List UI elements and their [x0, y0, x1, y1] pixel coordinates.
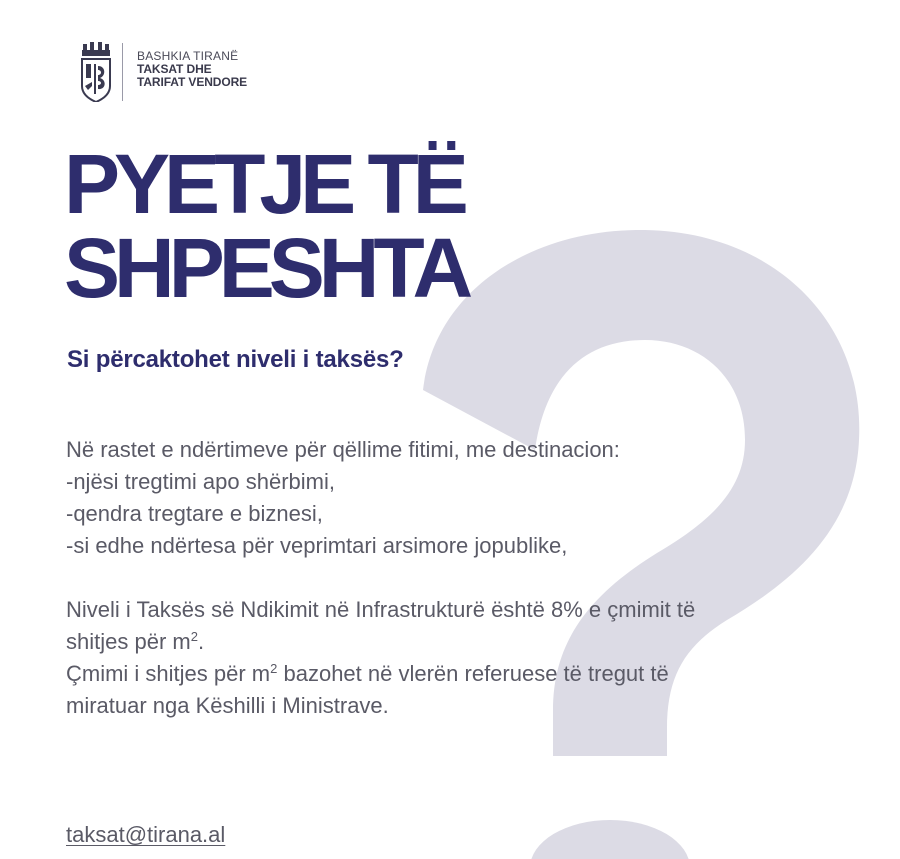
contact-email-link[interactable]: taksat@tirana.al [66, 822, 226, 847]
square-superscript: 2 [270, 661, 278, 676]
logo-text [137, 42, 247, 89]
page-title [64, 137, 468, 315]
answer-list-item: -qendra tregtare e biznesi, [66, 501, 323, 526]
rate-line-2-text: shitjes për m [66, 629, 191, 654]
faq-question: Si përcaktohet niveli i taksës? [67, 346, 404, 373]
logo-line-tariffs: TARIFAT VENDORE [137, 75, 248, 89]
answer-intro: Në rastet e ndërtimeve për qëllime fitimi, me destinacion: [66, 437, 620, 462]
tirana-coat-of-arms-icon [80, 42, 112, 102]
paragraph-gap [66, 562, 866, 594]
price-line-1-text: Çmimi i shitjes për m [66, 661, 271, 686]
answer-price-line-1 [66, 658, 866, 690]
answer-list-item: -si edhe ndërtesa për veprimtari arsimore jopublike, [66, 533, 568, 558]
title-line-1: PYETJE TË [64, 137, 463, 231]
faq-answer [66, 434, 866, 722]
answer-rate-line-1: Niveli i Taksës së Ndikimit në Infrastrukturë është 8% e çmimit të [66, 597, 696, 622]
logo-line-municipality: BASHKIA TIRANË [137, 49, 239, 63]
price-line-1-end: bazohet në vlerën referuese të tregut të [277, 661, 669, 686]
answer-price-line-2: miratuar nga Këshilli i Ministrave. [66, 693, 389, 718]
square-superscript: 2 [190, 629, 198, 644]
rate-line-2-end: . [197, 629, 205, 654]
title-line-2: SHPESHTA [64, 221, 468, 315]
logo [80, 42, 247, 102]
answer-list-item: -njësi tregtimi apo shërbimi, [66, 469, 335, 494]
logo-divider [122, 43, 123, 101]
answer-rate-line-2 [66, 626, 866, 658]
logo-line-taxes: TAKSAT DHE [137, 62, 212, 76]
